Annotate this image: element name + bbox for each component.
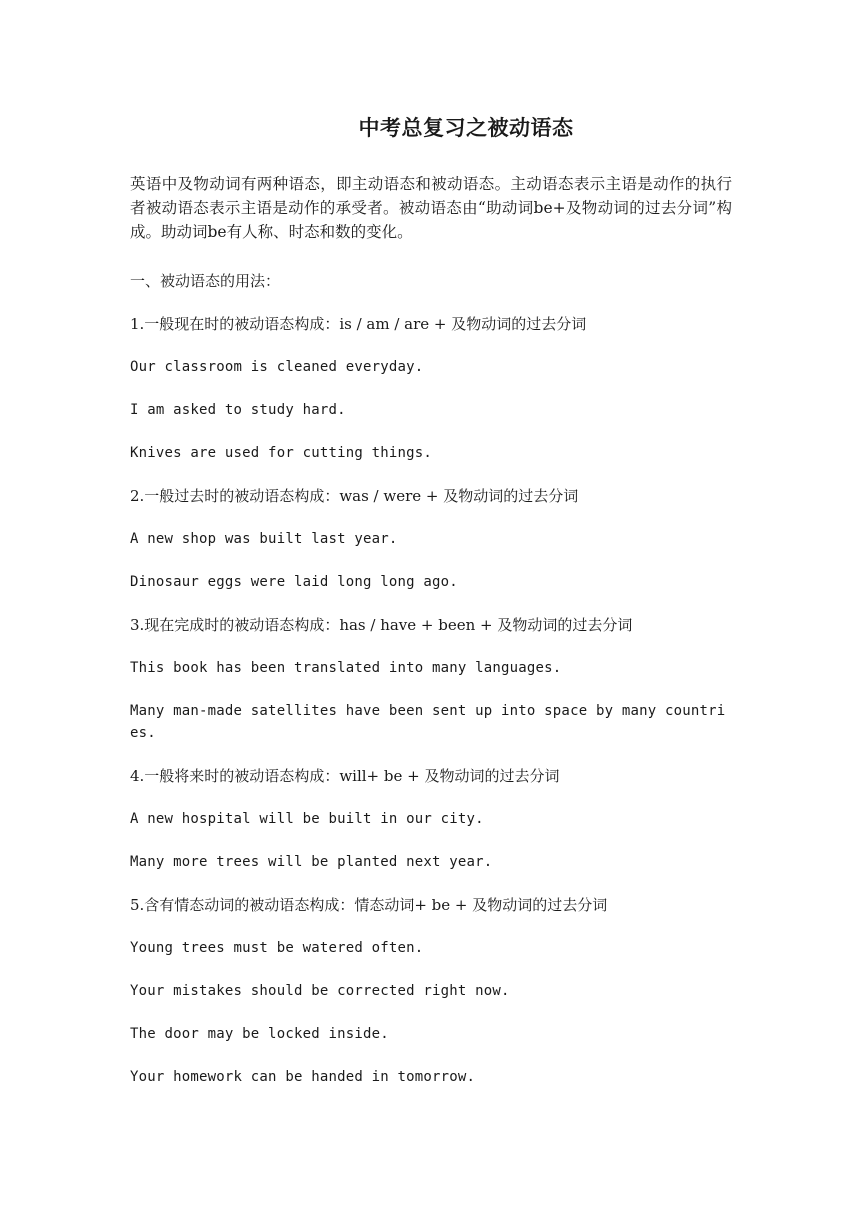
rule-heading: 5.含有情态动词的被动语态构成：情态动词+ be + 及物动词的过去分词 [130, 896, 608, 914]
rule-heading: 1.一般现在时的被动语态构成：is / am / are + 及物动词的过去分词 [130, 315, 587, 333]
example-sentence: Our classroom is cleaned everyday. [130, 359, 424, 375]
example-sentence: A new shop was built last year. [130, 531, 398, 547]
rule-heading: 2.一般过去时的被动语态构成：was / were + 及物动词的过去分词 [130, 487, 579, 505]
document-title: 中考总复习之被动语态 [358, 115, 574, 140]
example-sentence: Many more trees will be planted next year. [130, 854, 493, 870]
rule-heading: 4.一般将来时的被动语态构成：will+ be + 及物动词的过去分词 [130, 767, 560, 785]
example-sentence: Many man-made satellites have been sent up into space by many countries. [130, 703, 726, 741]
example-sentence: Your homework can be handed in tomorrow. [130, 1069, 476, 1085]
example-sentence: Young trees must be watered often. [130, 940, 424, 956]
section-heading: 一、被动语态的用法： [130, 272, 281, 290]
example-sentence: Dinosaur eggs were laid long long ago. [130, 574, 458, 590]
example-sentence: Knives are used for cutting things. [130, 445, 433, 461]
example-sentence: The door may be locked inside. [130, 1026, 389, 1042]
example-sentence: A new hospital will be built in our city. [130, 811, 484, 827]
example-sentence: Your mistakes should be corrected right now. [130, 983, 510, 999]
document-body [130, 172, 732, 1109]
example-sentence: I am asked to study hard. [130, 402, 346, 418]
rule-heading: 3.现在完成时的被动语态构成：has / have + been + 及物动词的过去分词 [130, 616, 633, 634]
intro-paragraph: 英语中及物动词有两种语态，即主动语态和被动语态。主动语态表示主语是动作的执行者被动语态表示主语是动作的承受者。被动语态由“助动词be+及物动词的过去分词”构成。助动词be有人称、时态和数的变化。 [130, 175, 732, 241]
example-sentence: This book has been translated into many languages. [130, 660, 562, 676]
